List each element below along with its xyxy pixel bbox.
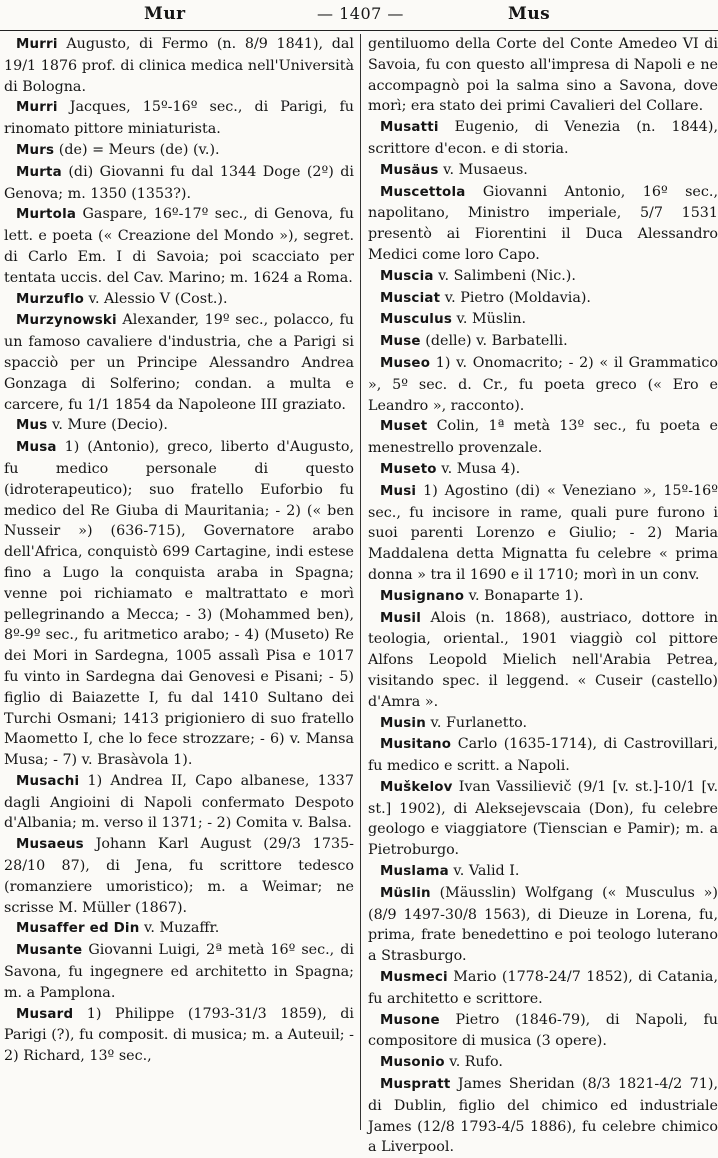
entry-text: v. Alessio V (Cost.).: [84, 290, 228, 307]
entry-headword: Musin: [380, 715, 426, 731]
dictionary-entry: [4, 162, 354, 205]
dictionary-entry: [368, 777, 718, 861]
entry-headword: Murzynowski: [16, 313, 117, 329]
entry-text: Pietro (1846-79), di Napoli, fu compositore di musica (3 opere).: [368, 1011, 718, 1050]
entry-text: Giovanni Antonio, 16º sec., napolitano, Ministro imperiale, 5/7 1531 presentò ai Fiorentini il Duca Alessandro Medici come loro Capo.: [368, 183, 718, 263]
entry-text: Giovanni Luigi, 2ª metà 16º sec., di Savona, fu ingegnere ed architetto in Spagna; m. a Pamplona.: [4, 942, 354, 1001]
header-left-guideword: Mur: [144, 4, 186, 24]
entry-headword: Muset: [380, 419, 428, 435]
dictionary-entry: [4, 437, 354, 771]
page-header: [0, 0, 718, 28]
entry-text: v. Rufo.: [444, 1054, 503, 1071]
dictionary-entry: [368, 416, 718, 459]
dictionary-entry: [368, 266, 718, 288]
dictionary-entry: [368, 1052, 718, 1074]
dictionary-entry: [4, 34, 354, 97]
entry-headword: Musculus: [380, 312, 452, 328]
dictionary-entry: [368, 117, 718, 160]
entry-headword: Murs: [16, 142, 55, 158]
header-rule: [0, 30, 718, 31]
entry-text: Alois (n. 1868), austriaco, dottore in teologia, oriental., 1901 viaggiò col pittore Alfons Leopold Mielich nell'Arabia Petrea, visitando spec. il leggend. « Cuseir (castello) d'Amra ».: [368, 609, 718, 710]
right-column: [368, 34, 718, 1156]
entry-headword: Musaeus: [16, 837, 84, 853]
entry-headword: Murri: [16, 100, 58, 116]
entry-text: (di) Giovanni fu dal 1344 Doge (2º) di Genova; m. 1350 (1353?).: [4, 163, 354, 202]
entry-text: Jacques, 15º-16º sec., di Parigi, fu rinomato pittore miniaturista.: [4, 99, 354, 138]
entry-text: v. Pietro (Moldavia).: [440, 289, 591, 306]
entry-headword: Musante: [16, 943, 83, 959]
entry-text: v. Musa 4).: [436, 460, 521, 477]
dictionary-entry: [368, 1074, 718, 1158]
entry-text: 1) Philippe (1793-31/3 1859), di Parigi (?), fu composit. di musica; m. a Auteuil; - 2) Richard, 13º sec.,: [4, 1005, 354, 1065]
entry-headword: Musa: [16, 440, 57, 456]
dictionary-entry: [368, 459, 718, 481]
entry-headword: Musäus: [380, 162, 439, 178]
entry-headword: Musi: [380, 483, 417, 499]
entry-headword: Musaffer ed Din: [16, 921, 140, 937]
entry-text: v. Mure (Decio).: [47, 417, 168, 434]
dictionary-entry: [4, 415, 354, 437]
dictionary-entry: [368, 182, 718, 266]
entry-headword: Mus: [16, 418, 48, 434]
entry-headword: Müslin: [380, 885, 431, 901]
entry-text: Augusto, di Fermo (n. 8/9 1841), dal 19/1 1876 prof. di clinica medica nell'Università di Bologna.: [4, 36, 354, 95]
entry-text: v. Musaeus.: [438, 161, 528, 178]
entry-text: (delle) v. Barbatelli.: [420, 333, 568, 350]
entry-text: Mario (1778-24/7 1852), di Catania, fu architetto e scrittore.: [368, 969, 718, 1007]
entry-headword: Musonio: [380, 1055, 445, 1071]
entry-text: v. Furlanetto.: [425, 714, 528, 731]
page-number: — 1407 —: [317, 4, 404, 23]
entry-text: v. Bonaparte 1).: [464, 587, 584, 604]
dictionary-entry: [4, 918, 354, 940]
entry-text: gentiluomo della Corte del Conte Amedeo VI di Savoia, fu con questo all'impresa di Napoli e ne accompagnò poi la salma sino a Savona, dove morì; era stato dei primi Cavalieri del Collare.: [368, 36, 718, 115]
left-column: [4, 34, 354, 1130]
entry-text: 1) (Antonio), greco, liberto d'Augusto, fu medico personale di questo (idroterapeutico); suo fratello Euforbio fu medico del Re Giuba di Mauritania; - 2) (« ben Nusseir ») (636-715), Governatore arabo dell'Africa, conquistò 699 Cartagine, indi estese fino a Lugo la conquista araba in Spagna; venne poi richiamato e maltrattato e morì pellegrinando a Mecca; - 3) (Mohammed ben), 8º-9º sec., fu aritmetico arabo; - 4) (Museto) Re dei Mori in Sardegna, 1005 assalì Pisa e 1017 fu vinto in Sardegna dai Genovesi e Pisani; - 5) figlio di Baiazette I, fu dal 1410 Sultano dei Turchi Osmani; 1413 prigioniero di suo fratello Maometto I, che lo fece strozzare; - 6) v. Mansa Musa; - 7) v. Brasàvola 1).: [4, 439, 354, 769]
entry-text: Colin, 1ª metà 13º sec., fu poeta e menestrello provenzale.: [368, 418, 718, 457]
dictionary-entry: [368, 34, 718, 117]
entry-headword: Musmeci: [380, 970, 448, 986]
entry-headword: Muse: [380, 334, 421, 350]
dictionary-entry: [368, 883, 718, 967]
entry-text: (Mäusslin) Wolfgang (« Musculus ») (8/9 1497-30/8 1563), di Dieuze in Lorena, fu, prima, frate benedettino e poi teologo luterano a Strasburgo.: [368, 884, 718, 965]
dictionary-entry: [368, 331, 718, 353]
dictionary-entry: [4, 97, 354, 140]
entry-headword: Musitano: [380, 737, 452, 753]
entry-headword: Murta: [16, 164, 62, 180]
entry-text: (de) = Meurs (de) (v.).: [54, 141, 220, 158]
entry-text: 1) Andrea II, Capo albanese, 1337 dagli Angioini di Napoli confermato Despoto d'Albania; m. verso il 1371; - 2) Comita v. Balsa.: [4, 772, 354, 832]
dictionary-entry: [368, 288, 718, 310]
dictionary-entry: [368, 967, 718, 1010]
entry-headword: Muškelov: [380, 779, 453, 795]
dictionary-entry: [368, 861, 718, 883]
dictionary-entry: [368, 586, 718, 608]
dictionary-entry: [368, 713, 718, 735]
entry-headword: Musachi: [16, 773, 80, 789]
entry-text: v. Valid I.: [448, 863, 520, 880]
dictionary-entry: [4, 204, 354, 288]
entry-headword: Musciat: [380, 290, 441, 306]
entry-text: Alexander, 19º sec., polacco, fu un famoso cavaliere d'industria, che a Parigi si spacciò per un Principe Alessandro Andrea Gonzaga di Solferino; condan. a multa e carcere, fu 1/1 1854 da Napoleone III graziato.: [4, 312, 354, 413]
entry-headword: Musatti: [380, 120, 439, 136]
entry-headword: Muscia: [380, 268, 434, 284]
dictionary-entry: [4, 834, 354, 918]
dictionary-entry: [4, 310, 354, 415]
entry-headword: Murri: [16, 37, 58, 52]
dictionary-entry: [368, 608, 718, 713]
entry-headword: Musil: [380, 610, 422, 626]
entry-headword: Muspratt: [380, 1077, 451, 1093]
entry-headword: Muslama: [380, 864, 449, 880]
dictionary-entry: [368, 353, 718, 416]
dictionary-entry: [4, 940, 354, 1003]
entry-text: v. Salimbeni (Nic.).: [433, 267, 576, 284]
entry-headword: Musignano: [380, 588, 465, 604]
entry-text: Ivan Vassilievič (9/1 [v. st.]-10/1 [v. st.] 1902), di Aleksejevscaia (Don), fu celebre geologo e viaggiatore (Tienscian e Pamir); m. a Pietroburgo.: [368, 778, 718, 859]
dictionary-entry: [368, 481, 718, 586]
dictionary-entry: [368, 309, 718, 331]
entry-text: 1) v. Onomacrito; - 2) « il Grammatico », 5º sec. d. Cr., fu poeta greco (« Ero e Leandro », racconto).: [368, 354, 718, 414]
dictionary-entry: [368, 160, 718, 182]
entry-text: Eugenio, di Venezia (n. 1844), scrittore d'econ. e di storia.: [368, 119, 718, 157]
dictionary-entry: [368, 1010, 718, 1053]
entry-headword: Musone: [380, 1012, 440, 1028]
column-divider: [360, 34, 361, 1130]
dictionary-entry: [4, 771, 354, 834]
entry-headword: Museto: [380, 461, 437, 477]
header-right-guideword: Mus: [508, 4, 551, 24]
entry-text: Carlo (1635-1714), di Castrovillari, fu medico e scritt. a Napoli.: [368, 736, 718, 775]
dictionary-entry: [4, 289, 354, 311]
dictionary-entry: [4, 140, 354, 162]
entry-headword: Musard: [16, 1006, 74, 1022]
entry-text: v. Muzaffr.: [139, 920, 220, 937]
entry-text: v. Müslin.: [452, 311, 527, 328]
entry-text: Johann Karl August (29/3 1735-28/10 87), di Jena, fu scrittore tedesco (romanziere umoristico); m. a Weimar; ne scrisse M. Müller (1867).: [4, 836, 354, 916]
entry-text: 1) Agostino (di) « Veneziano », 15º-16º sec., fu incisore in rame, quali pure furono i suoi parenti Lorenzo e Giulio; - 2) Maria Maddalena detta Mignatta fu celebre « prima donna » tra il 1690 e il 1710; morì in un conv.: [368, 482, 718, 583]
entry-headword: Murzuflo: [16, 291, 85, 307]
entry-headword: Muscettola: [380, 184, 466, 200]
entry-headword: Museo: [380, 355, 431, 371]
dictionary-entry: [368, 734, 718, 777]
entry-text: Gaspare, 16º-17º sec., di Genova, fu lett. e poeta (« Creazione del Mondo »), segret. di Carlo Em. I di Savoia; poi scacciato per tentata uccis. del Cav. Marino; m. 1624 a Roma.: [4, 206, 354, 286]
entry-headword: Murtola: [16, 207, 77, 223]
dictionary-entry: [4, 1004, 354, 1067]
entry-text: James Sheridan (8/3 1821-4/2 71), di Dublin, figlio del chimico ed industriale James (12/8 1793-4/5 1886), fu celebre chimico a Liverpool.: [368, 1076, 718, 1156]
